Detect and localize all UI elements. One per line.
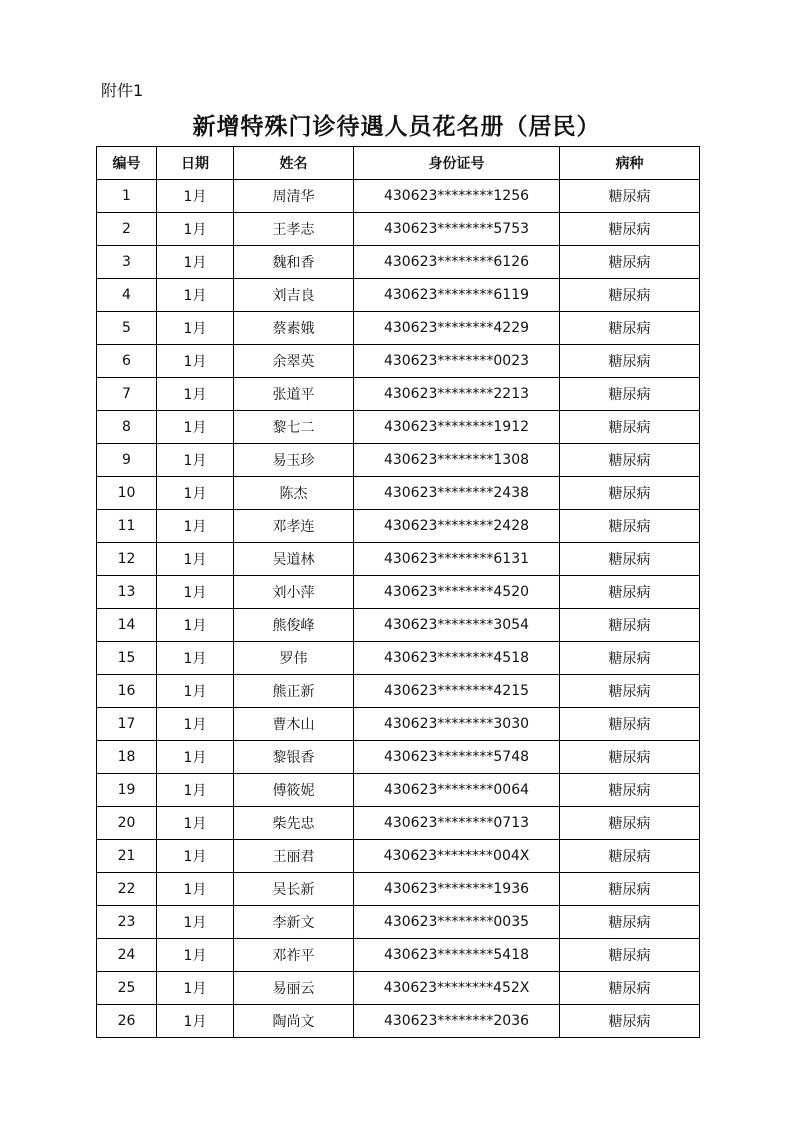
cell-name: 傅筱妮: [234, 774, 354, 807]
cell-disease: 糖尿病: [560, 972, 700, 1005]
cell-date: 1月: [157, 873, 234, 906]
cell-disease: 糖尿病: [560, 345, 700, 378]
table-row: [97, 510, 700, 543]
cell-disease: 糖尿病: [560, 576, 700, 609]
cell-number: 10: [97, 477, 157, 510]
table-row: [97, 642, 700, 675]
cell-name: 张道平: [234, 378, 354, 411]
cell-number: 2: [97, 213, 157, 246]
cell-number: 19: [97, 774, 157, 807]
cell-id-number: 430623********4518: [354, 642, 560, 675]
cell-name: 柴先忠: [234, 807, 354, 840]
cell-number: 17: [97, 708, 157, 741]
cell-id-number: 430623********0064: [354, 774, 560, 807]
cell-id-number: 430623********452X: [354, 972, 560, 1005]
cell-name: 李新文: [234, 906, 354, 939]
cell-id-number: 430623********5753: [354, 213, 560, 246]
cell-disease: 糖尿病: [560, 840, 700, 873]
cell-id-number: 430623********0035: [354, 906, 560, 939]
cell-disease: 糖尿病: [560, 411, 700, 444]
cell-date: 1月: [157, 939, 234, 972]
cell-id-number: 430623********6126: [354, 246, 560, 279]
cell-id-number: 430623********1912: [354, 411, 560, 444]
cell-disease: 糖尿病: [560, 1005, 700, 1038]
cell-number: 5: [97, 312, 157, 345]
cell-disease: 糖尿病: [560, 246, 700, 279]
cell-id-number: 430623********1308: [354, 444, 560, 477]
cell-name: 王丽君: [234, 840, 354, 873]
cell-date: 1月: [157, 246, 234, 279]
document-title: 新增特殊门诊待遇人员花名册（居民）: [192, 113, 601, 140]
cell-date: 1月: [157, 378, 234, 411]
header-disease: 病种: [560, 147, 700, 180]
cell-disease: 糖尿病: [560, 543, 700, 576]
cell-name: 刘小萍: [234, 576, 354, 609]
cell-date: 1月: [157, 543, 234, 576]
cell-name: 吴道林: [234, 543, 354, 576]
cell-disease: 糖尿病: [560, 477, 700, 510]
cell-number: 22: [97, 873, 157, 906]
cell-name: 蔡素娥: [234, 312, 354, 345]
cell-number: 15: [97, 642, 157, 675]
table-row: [97, 246, 700, 279]
cell-name: 黎银香: [234, 741, 354, 774]
cell-number: 13: [97, 576, 157, 609]
cell-number: 4: [97, 279, 157, 312]
cell-disease: 糖尿病: [560, 939, 700, 972]
cell-disease: 糖尿病: [560, 510, 700, 543]
cell-date: 1月: [157, 576, 234, 609]
cell-date: 1月: [157, 510, 234, 543]
cell-date: 1月: [157, 741, 234, 774]
cell-id-number: 430623********2438: [354, 477, 560, 510]
cell-date: 1月: [157, 180, 234, 213]
cell-date: 1月: [157, 675, 234, 708]
cell-number: 25: [97, 972, 157, 1005]
cell-disease: 糖尿病: [560, 180, 700, 213]
table-row: [97, 675, 700, 708]
cell-number: 3: [97, 246, 157, 279]
cell-id-number: 430623********1936: [354, 873, 560, 906]
table-header-row: [97, 147, 700, 180]
cell-name: 易玉珍: [234, 444, 354, 477]
cell-number: 9: [97, 444, 157, 477]
cell-id-number: 430623********0713: [354, 807, 560, 840]
cell-number: 12: [97, 543, 157, 576]
cell-disease: 糖尿病: [560, 873, 700, 906]
cell-date: 1月: [157, 972, 234, 1005]
cell-name: 周清华: [234, 180, 354, 213]
table-row: [97, 576, 700, 609]
cell-number: 11: [97, 510, 157, 543]
table-row: [97, 1005, 700, 1038]
cell-number: 8: [97, 411, 157, 444]
attachment-label: 附件1: [101, 81, 144, 100]
cell-name: 王孝志: [234, 213, 354, 246]
table-row: [97, 972, 700, 1005]
cell-disease: 糖尿病: [560, 708, 700, 741]
cell-id-number: 430623********2036: [354, 1005, 560, 1038]
cell-name: 吴长新: [234, 873, 354, 906]
cell-date: 1月: [157, 774, 234, 807]
cell-name: 刘吉良: [234, 279, 354, 312]
cell-id-number: 430623********1256: [354, 180, 560, 213]
cell-name: 邓孝连: [234, 510, 354, 543]
table-row: [97, 477, 700, 510]
cell-name: 熊俊峰: [234, 609, 354, 642]
cell-disease: 糖尿病: [560, 807, 700, 840]
cell-disease: 糖尿病: [560, 609, 700, 642]
header-date: 日期: [157, 147, 234, 180]
header-number: 编号: [97, 147, 157, 180]
cell-id-number: 430623********004X: [354, 840, 560, 873]
table-row: [97, 873, 700, 906]
table-row: [97, 939, 700, 972]
table-row: [97, 543, 700, 576]
table-row: [97, 279, 700, 312]
table-row: [97, 444, 700, 477]
table-row: [97, 807, 700, 840]
header-id-number: 身份证号: [354, 147, 560, 180]
cell-id-number: 430623********2428: [354, 510, 560, 543]
cell-disease: 糖尿病: [560, 642, 700, 675]
cell-name: 易丽云: [234, 972, 354, 1005]
cell-disease: 糖尿病: [560, 444, 700, 477]
cell-disease: 糖尿病: [560, 213, 700, 246]
cell-date: 1月: [157, 708, 234, 741]
cell-date: 1月: [157, 213, 234, 246]
cell-id-number: 430623********5418: [354, 939, 560, 972]
cell-id-number: 430623********4229: [354, 312, 560, 345]
cell-date: 1月: [157, 1005, 234, 1038]
cell-name: 陶尚文: [234, 1005, 354, 1038]
cell-name: 魏和香: [234, 246, 354, 279]
cell-date: 1月: [157, 807, 234, 840]
cell-disease: 糖尿病: [560, 378, 700, 411]
cell-date: 1月: [157, 345, 234, 378]
cell-disease: 糖尿病: [560, 741, 700, 774]
cell-id-number: 430623********5748: [354, 741, 560, 774]
cell-id-number: 430623********6119: [354, 279, 560, 312]
cell-name: 黎七二: [234, 411, 354, 444]
cell-number: 26: [97, 1005, 157, 1038]
table-row: [97, 345, 700, 378]
cell-id-number: 430623********3054: [354, 609, 560, 642]
table-body: [97, 180, 700, 1038]
cell-number: 21: [97, 840, 157, 873]
table-row: [97, 411, 700, 444]
cell-disease: 糖尿病: [560, 312, 700, 345]
cell-number: 18: [97, 741, 157, 774]
cell-number: 6: [97, 345, 157, 378]
cell-name: 余翠英: [234, 345, 354, 378]
header-name: 姓名: [234, 147, 354, 180]
table-row: [97, 906, 700, 939]
cell-disease: 糖尿病: [560, 774, 700, 807]
cell-id-number: 430623********2213: [354, 378, 560, 411]
table-row: [97, 741, 700, 774]
table-row: [97, 708, 700, 741]
cell-number: 16: [97, 675, 157, 708]
cell-disease: 糖尿病: [560, 906, 700, 939]
table-row: [97, 180, 700, 213]
cell-id-number: 430623********4215: [354, 675, 560, 708]
cell-date: 1月: [157, 642, 234, 675]
cell-id-number: 430623********4520: [354, 576, 560, 609]
table-row: [97, 312, 700, 345]
table-row: [97, 840, 700, 873]
cell-number: 7: [97, 378, 157, 411]
roster-table: [96, 146, 700, 1038]
cell-id-number: 430623********0023: [354, 345, 560, 378]
cell-name: 熊正新: [234, 675, 354, 708]
cell-number: 1: [97, 180, 157, 213]
table-row: [97, 213, 700, 246]
table-row: [97, 378, 700, 411]
cell-date: 1月: [157, 477, 234, 510]
cell-date: 1月: [157, 840, 234, 873]
cell-number: 20: [97, 807, 157, 840]
cell-number: 24: [97, 939, 157, 972]
cell-name: 曹木山: [234, 708, 354, 741]
cell-disease: 糖尿病: [560, 279, 700, 312]
cell-disease: 糖尿病: [560, 675, 700, 708]
cell-date: 1月: [157, 411, 234, 444]
table-row: [97, 774, 700, 807]
cell-date: 1月: [157, 312, 234, 345]
table-row: [97, 609, 700, 642]
cell-number: 14: [97, 609, 157, 642]
cell-date: 1月: [157, 609, 234, 642]
cell-id-number: 430623********3030: [354, 708, 560, 741]
cell-name: 罗伟: [234, 642, 354, 675]
cell-date: 1月: [157, 279, 234, 312]
cell-date: 1月: [157, 906, 234, 939]
cell-id-number: 430623********6131: [354, 543, 560, 576]
cell-date: 1月: [157, 444, 234, 477]
cell-name: 邓祚平: [234, 939, 354, 972]
cell-number: 23: [97, 906, 157, 939]
cell-name: 陈杰: [234, 477, 354, 510]
